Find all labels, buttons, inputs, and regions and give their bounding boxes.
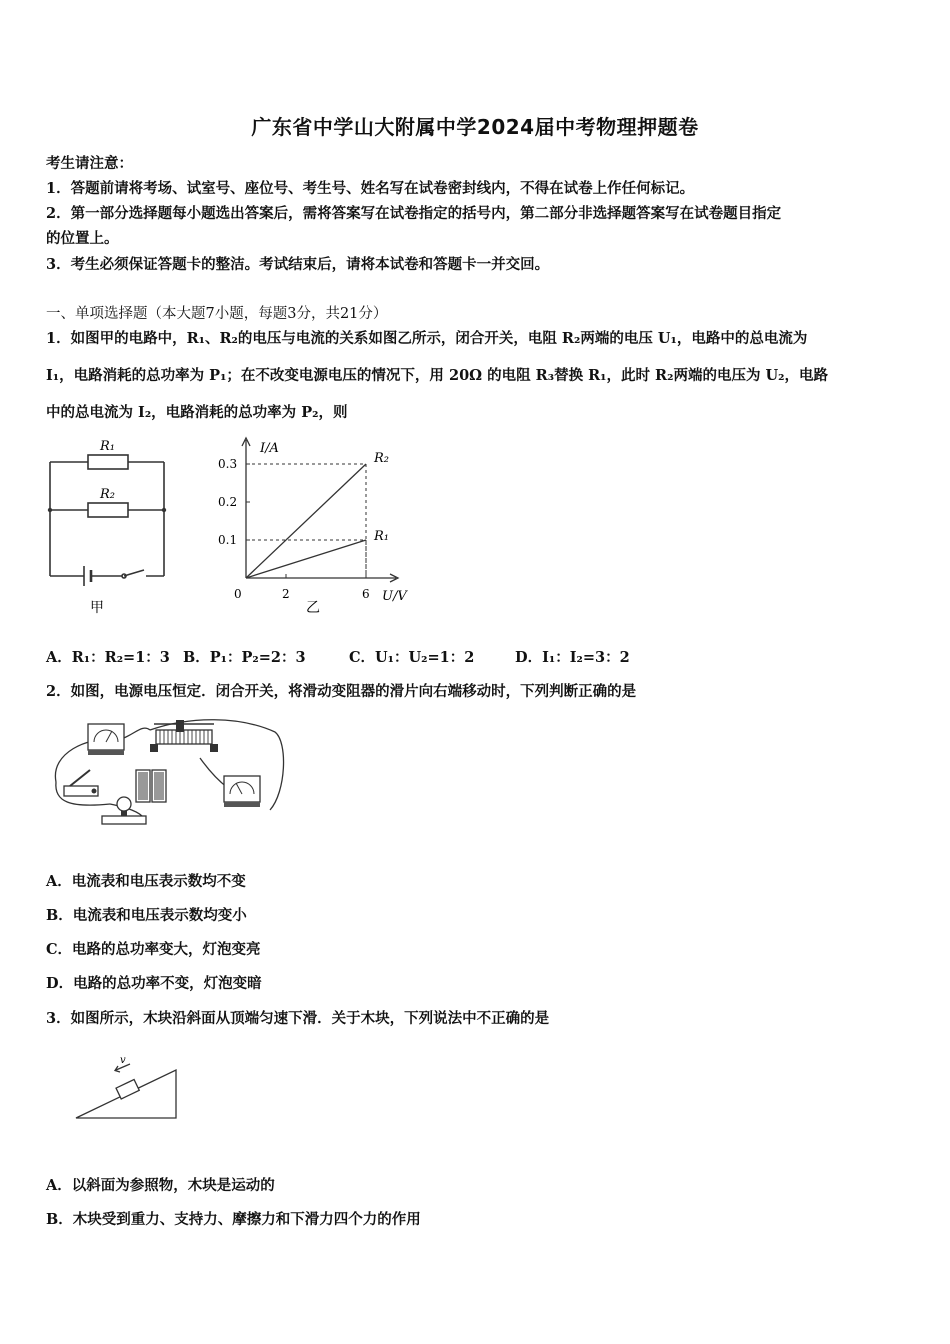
notice-item-3: 3．考生必须保证答题卡的整洁。考试结束后，请将本试卷和答题卡一并交回。 bbox=[46, 256, 550, 273]
x-tick-label-1: 2 bbox=[282, 587, 290, 601]
notice-item-2: 2．第一部分选择题每小题选出答案后，需将答案写在试卷指定的括号内，第二部分非选择题答案写在试卷题目指定 bbox=[46, 205, 782, 222]
q3-option-a[interactable]: A．以斜面为参照物，木块是运动的 bbox=[46, 1177, 275, 1194]
series-label-0: R₂ bbox=[374, 451, 389, 466]
label-r1: R₁ bbox=[100, 439, 115, 454]
iu-graph-yi bbox=[212, 432, 422, 622]
y-tick-label-1: 0.2 bbox=[218, 495, 238, 509]
q2-stem: 2．如图，电源电压恒定．闭合开关，将滑动变阻器的滑片向右端移动时，下列判断正确的是 bbox=[46, 683, 637, 700]
q1-stem-line3: 中的总电流为 I₂，电路消耗的总功率为 P₂，则 bbox=[46, 404, 348, 421]
q2-option-d[interactable]: D．电路的总功率不变，灯泡变暗 bbox=[46, 975, 262, 992]
notice-heading: 考生请注意： bbox=[46, 155, 133, 172]
resistor-r1 bbox=[88, 455, 128, 469]
switch-icon bbox=[64, 770, 98, 796]
series-line-0 bbox=[246, 464, 366, 578]
velocity-label: v bbox=[120, 1055, 126, 1066]
voltmeter-icon bbox=[88, 724, 124, 755]
q1-option-d[interactable]: D．I₁：I₂=3：2 bbox=[515, 649, 630, 666]
q1-option-b[interactable]: B．P₁：P₂=2：3 bbox=[183, 649, 306, 666]
resistor-r2 bbox=[88, 503, 128, 517]
x-tick-label-2: 6 bbox=[362, 587, 370, 601]
switch-blade bbox=[124, 570, 144, 576]
circuit-diagram-jia bbox=[40, 430, 180, 620]
y-axis-label: I/A bbox=[260, 441, 279, 456]
notice-item-2-cont: 的位置上。 bbox=[46, 230, 119, 247]
q3-option-b[interactable]: B．木块受到重力、支持力、摩擦力和下滑力四个力的作用 bbox=[46, 1211, 421, 1228]
battery-icon bbox=[136, 770, 166, 802]
incline-diagram bbox=[70, 1052, 190, 1124]
series-line-1 bbox=[246, 540, 366, 578]
y-tick-label-0: 0.3 bbox=[218, 457, 238, 471]
x-axis-label: U/V bbox=[382, 589, 407, 604]
wooden-block bbox=[116, 1079, 139, 1098]
caption-jia: 甲 bbox=[90, 600, 104, 616]
page-title: 广东省中学山大附属中学2024届中考物理押题卷 bbox=[251, 115, 699, 139]
rheostat-icon bbox=[150, 720, 218, 752]
ammeter-icon bbox=[224, 776, 260, 807]
q1-option-c[interactable]: C．U₁：U₂=1：2 bbox=[349, 649, 475, 666]
q1-stem-line1: 1．如图甲的电路中，R₁、R₂的电压与电流的关系如图乙所示，闭合开关，电阻 R₂两端的电压 U₁，电路中的总电流为 bbox=[46, 330, 808, 347]
q2-option-a[interactable]: A．电流表和电压表示数均不变 bbox=[46, 873, 246, 890]
q2-option-b[interactable]: B．电流表和电压表示数均变小 bbox=[46, 907, 247, 924]
series-label-1: R₁ bbox=[374, 529, 389, 544]
q3-stem: 3．如图所示，木块沿斜面从顶端匀速下滑．关于木块，下列说法中不正确的是 bbox=[46, 1010, 550, 1027]
section-heading: 一、单项选择题（本大题7小题，每题3分，共21分） bbox=[46, 306, 388, 322]
caption-yi: 乙 bbox=[306, 600, 320, 616]
y-tick-label-2: 0.1 bbox=[218, 533, 238, 547]
q1-stem-line2: I₁，电路消耗的总功率为 P₁；在不改变电源电压的情况下，用 20Ω 的电阻 R₃替换 R₁，此时 R₂两端的电压为 U₂，电路 bbox=[46, 367, 829, 384]
x-tick-label-0: 0 bbox=[234, 587, 242, 601]
circuit-apparatus-drawing bbox=[50, 712, 290, 834]
q1-option-a[interactable]: A．R₁：R₂=1：3 bbox=[46, 649, 170, 666]
notice-item-1: 1．答题前请将考场、试室号、座位号、考生号、姓名写在试卷密封线内，不得在试卷上作任何标记。 bbox=[46, 180, 695, 197]
q1-options bbox=[46, 646, 630, 667]
q2-option-c[interactable]: C．电路的总功率变大，灯泡变亮 bbox=[46, 941, 261, 958]
label-r2: R₂ bbox=[100, 487, 115, 502]
